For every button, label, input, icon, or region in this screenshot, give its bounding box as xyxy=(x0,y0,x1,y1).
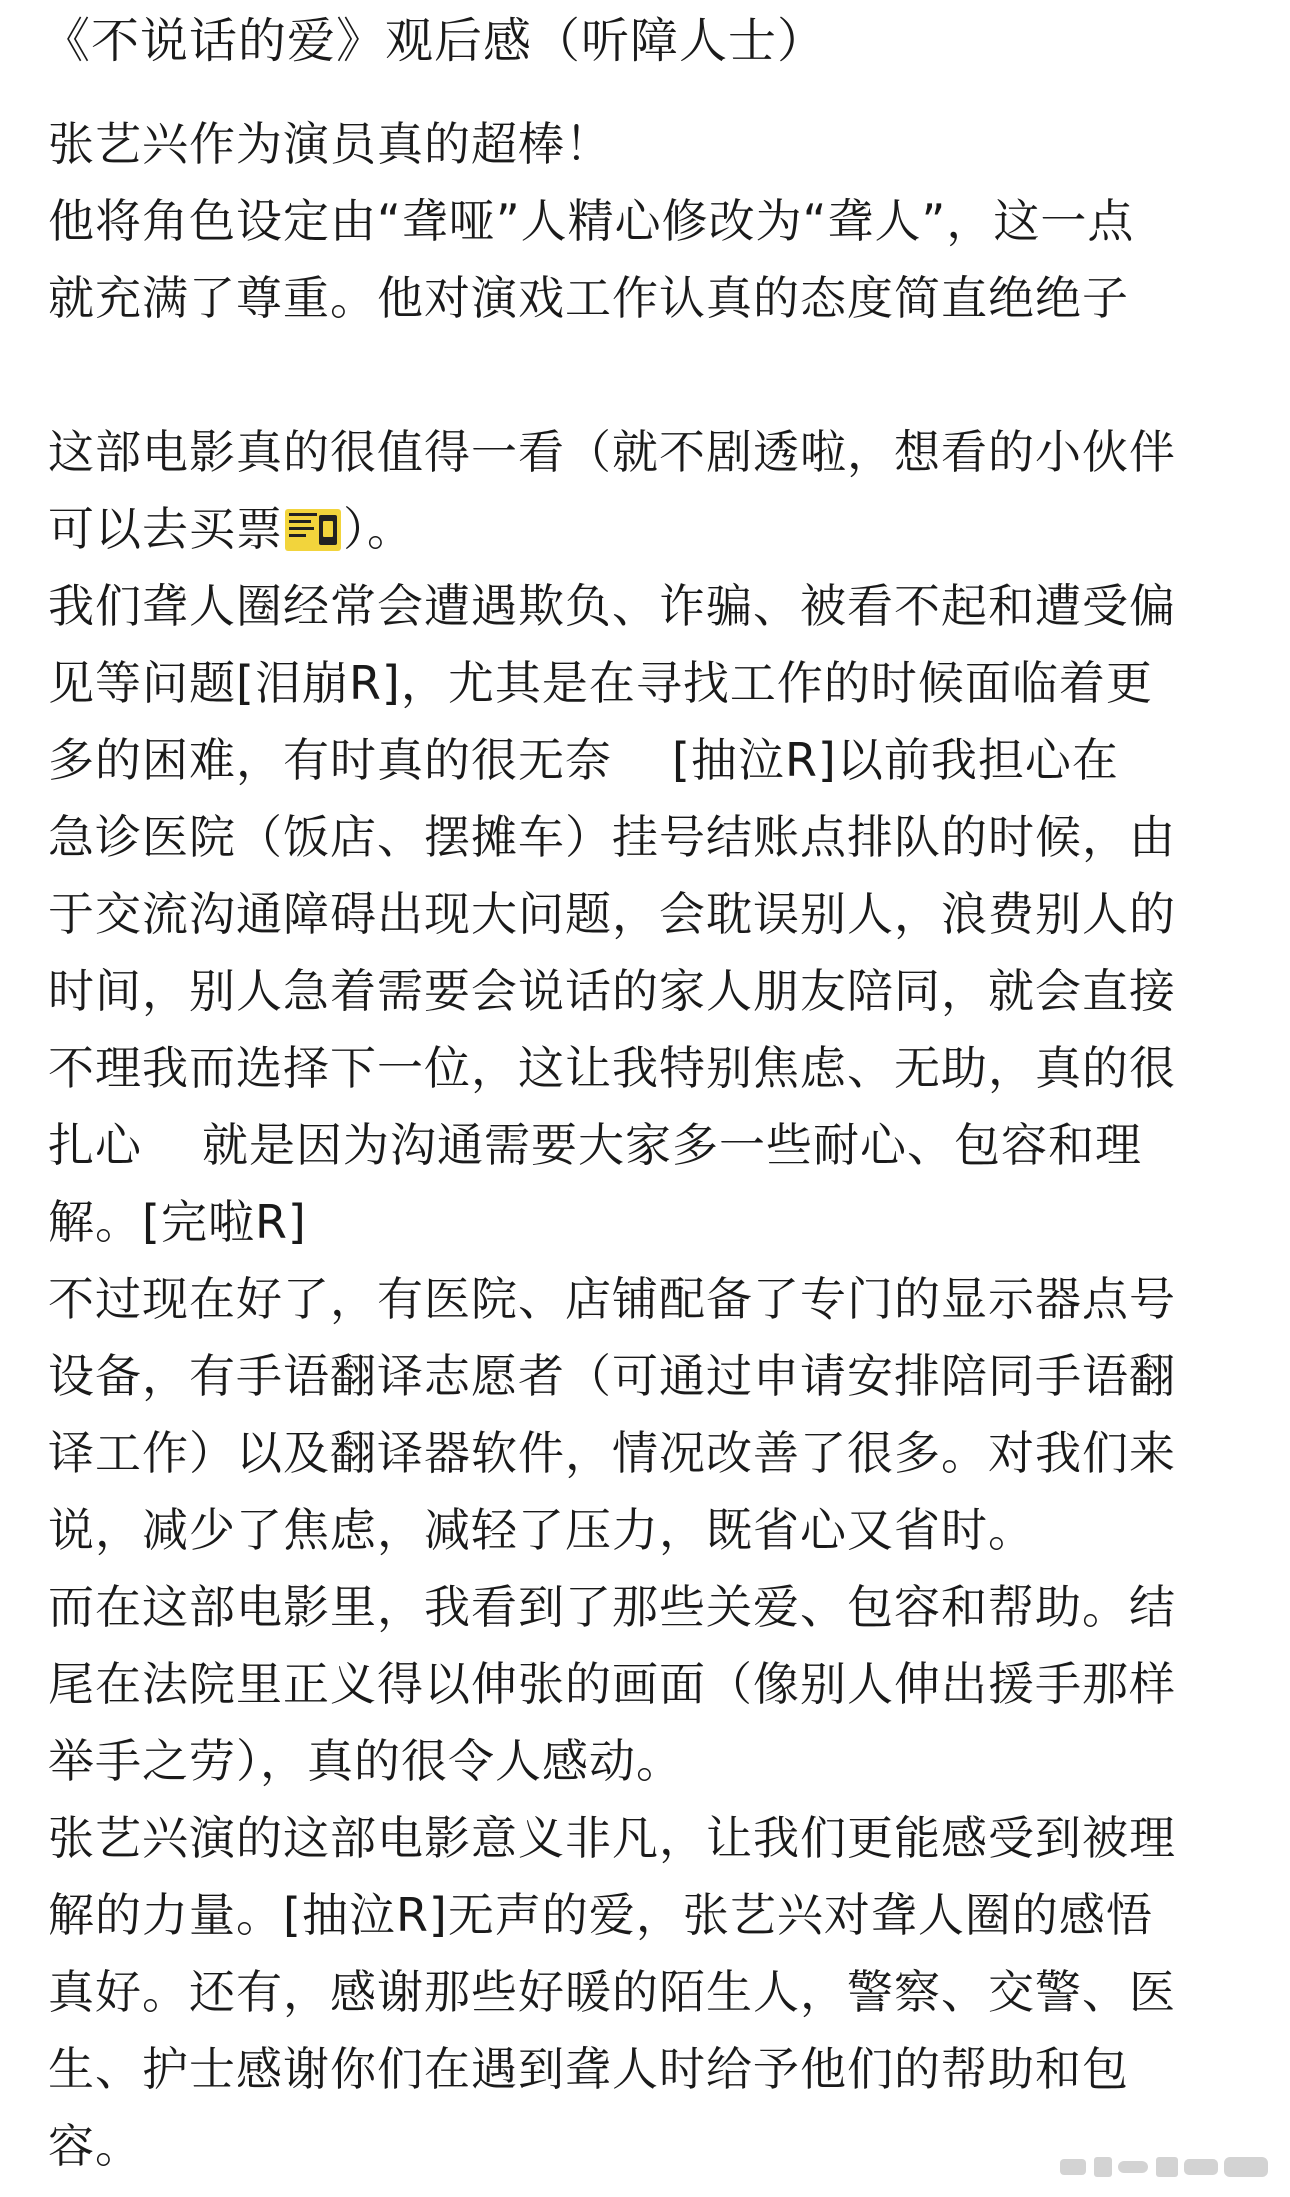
body-line: 译工作）以及翻译器软件，情况改善了很多。对我们来 xyxy=(48,1426,1176,1480)
body-line: 我们聋人圈经常会遭遇欺负、诈骗、被看不起和遭受偏 xyxy=(48,579,1176,633)
body-line: 张艺兴作为演员真的超棒！ xyxy=(48,117,612,171)
body-text: 多的困难，有时真的很无奈 xyxy=(48,733,612,787)
body-line: 容。 xyxy=(48,2119,142,2173)
emoji-placeholder-icon xyxy=(612,736,672,776)
body-line: 而在这部电影里，我看到了那些关爱、包容和帮助。结 xyxy=(48,1580,1176,1634)
ticket-lines xyxy=(289,513,317,547)
body-line: 见等问题[泪崩R]，尤其是在寻找工作的时候面临着更 xyxy=(48,656,1153,710)
body-line: 说，减少了焦虑，减轻了压力，既省心又省时。 xyxy=(48,1503,1035,1557)
body-line: 解的力量。[抽泣R]无声的爱，张艺兴对聋人圈的感悟 xyxy=(48,1888,1153,1942)
body-line: 就充满了尊重。他对演戏工作认真的态度简直绝绝子 xyxy=(48,271,1129,325)
body-line: 不过现在好了，有医院、店铺配备了专门的显示器点号 xyxy=(48,1272,1176,1326)
body-line: 生、护士感谢你们在遇到聋人时给予他们的帮助和包 xyxy=(48,2042,1129,2096)
post-body xyxy=(48,106,1248,2185)
body-line-with-emoji xyxy=(48,722,1248,799)
emoji-placeholder-icon xyxy=(142,1121,202,1161)
body-line: 时间，别人急着需要会说话的家人朋友陪同，就会直接 xyxy=(48,964,1176,1018)
body-text: 就是因为沟通需要大家多一些耐心、包容和理 xyxy=(202,1118,1142,1172)
body-line: 于交流沟通障碍出现大问题，会耽误别人，浪费别人的 xyxy=(48,887,1176,941)
body-text: 扎心 xyxy=(48,1118,142,1172)
post-title: 《不说话的爱》观后感（听障人士） xyxy=(42,13,827,69)
body-line-with-ticket xyxy=(48,491,1248,568)
body-line: 张艺兴演的这部电影意义非凡，让我们更能感受到被理 xyxy=(48,1811,1176,1865)
watermark-mark xyxy=(1060,2149,1270,2185)
body-line: 解。[完啦R] xyxy=(48,1195,307,1249)
body-text: 可以去买票 xyxy=(48,502,283,556)
body-line: 急诊医院（饭店、摆摊车）挂号结账点排队的时候，由 xyxy=(48,810,1176,864)
body-line: 他将角色设定由“聋哑”人精心修改为“聋人”，这一点 xyxy=(48,194,1135,248)
body-line: 举手之劳），真的很令人感动。 xyxy=(48,1734,683,1788)
body-text: ）。 xyxy=(343,502,414,556)
body-text: [抽泣R]以前我担心在 xyxy=(672,733,1119,787)
body-line: 真好。还有，感谢那些好暖的陌生人，警察、交警、医 xyxy=(48,1965,1176,2019)
body-line: 设备，有手语翻译志愿者（可通过申请安排陪同手语翻 xyxy=(48,1349,1176,1403)
body-line: 尾在法院里正义得以伸张的画面（像别人伸出援手那样 xyxy=(48,1657,1176,1711)
body-line: 不理我而选择下一位，这让我特别焦虑、无助，真的很 xyxy=(48,1041,1176,1095)
ticket-stub xyxy=(319,515,337,545)
body-line: 这部电影真的很值得一看（就不剧透啦，想看的小伙伴 xyxy=(48,425,1176,479)
body-line-with-emoji xyxy=(48,1107,1248,1184)
blank-line xyxy=(48,337,1248,414)
concert-ticket-icon xyxy=(285,509,341,551)
